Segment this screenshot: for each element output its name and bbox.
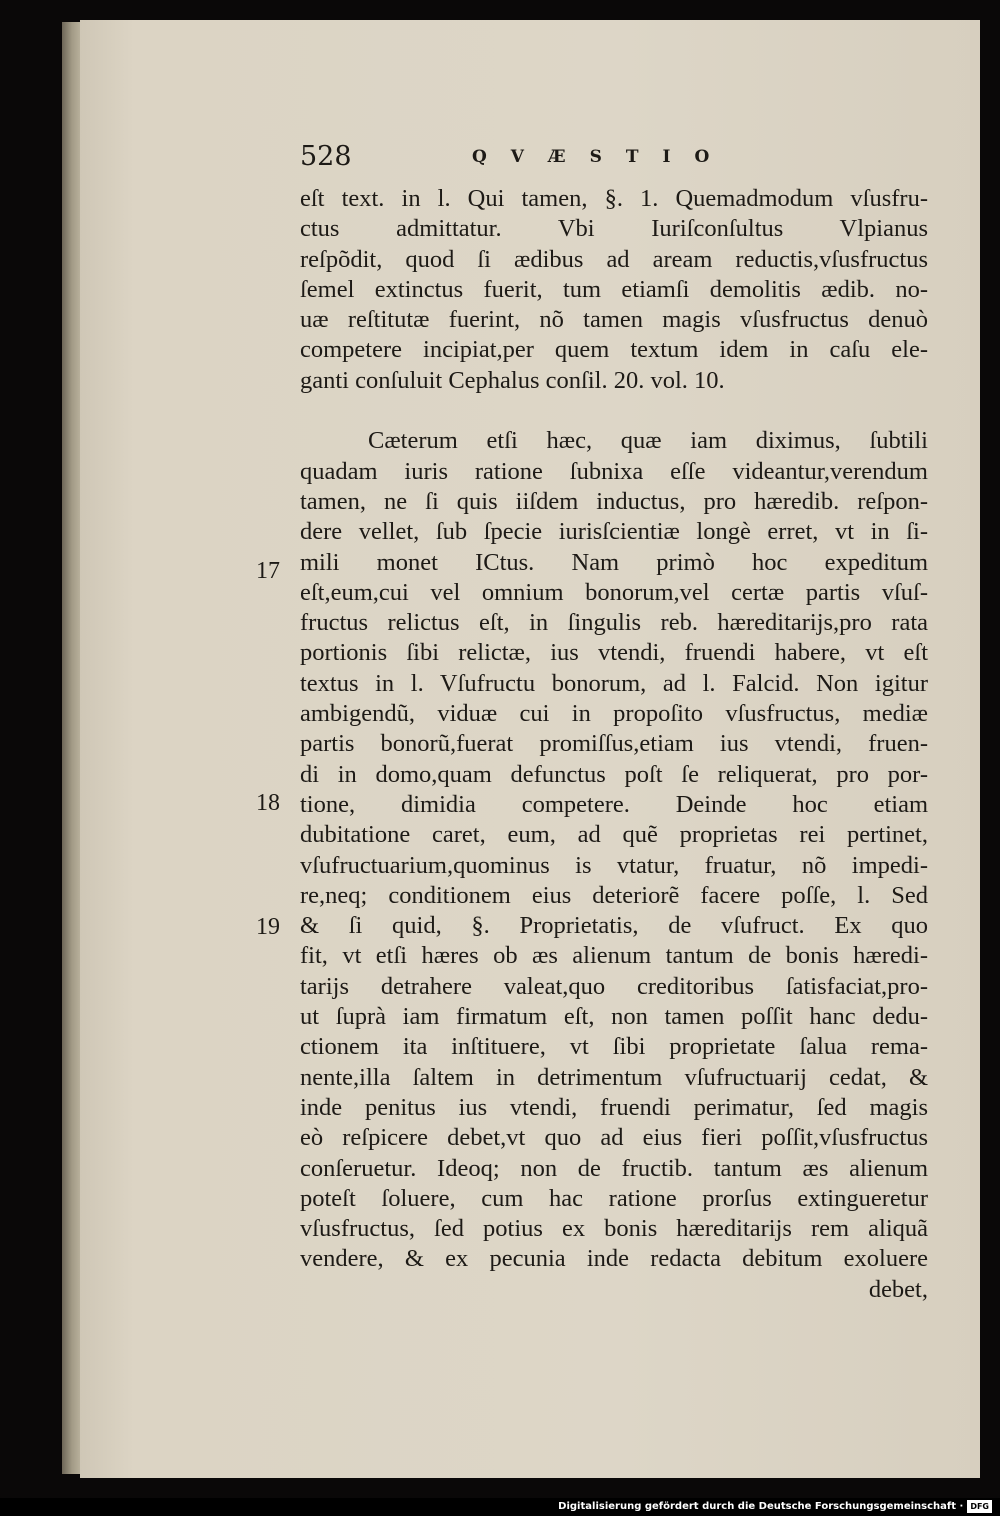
text-line: fit, vt etſi hæres ob æs alienum tantum de bonis hæredi- <box>300 942 928 970</box>
text-line: debet, <box>868 1275 928 1303</box>
text-line: poteſt ſoluere, cum hac ratione prorſus extingueretur <box>300 1184 928 1212</box>
text-line: vendere, & ex pecunia inde redacta debitum exoluere <box>300 1245 928 1273</box>
text-line: ut ſuprà iam firmatum eſt, non tamen poſſit hanc dedu- <box>300 1003 928 1031</box>
text-line: portionis ſibi relictæ, ius vtendi, fruendi habere, vt eſt <box>300 639 928 667</box>
text-line: dubitatione caret, eum, ad quẽ proprietas rei pertinet, <box>300 821 928 849</box>
text-line: reſpõdit, quod ſi ædibus ad aream reductis,vſusfructus <box>300 245 928 273</box>
text-line: inde penitus ius vtendi, fruendi perimatur, ſed magis <box>300 1093 928 1121</box>
text-line: tarijs detrahere valeat,quo creditoribus ſatisfaciat,pro- <box>300 972 928 1000</box>
page-number: 528 <box>300 141 352 172</box>
text-line: ganti conſuluit Cephalus conſil. 20. vol. 10. <box>300 366 725 394</box>
text-line: mili monet ICtus. Nam primò hoc expeditum <box>300 548 928 576</box>
text-line: competere incipiat,per quem textum idem in caſu ele- <box>300 336 928 364</box>
footer-credit <box>558 1498 992 1514</box>
text-line: eò reſpicere debet,vt quo ad eius fieri poſſit,vſusfructus <box>300 1124 928 1152</box>
paragraph-gap <box>300 396 928 426</box>
text-line: partis bonorũ,fuerat promiſſus,etiam ius vtendi, fruen- <box>300 730 928 758</box>
text-line: quadam iuris ratione ſubnixa eſſe videantur,verendum <box>300 457 928 485</box>
text-line: ctionem ita inſtituere, vt ſibi proprietate ſalua rema- <box>300 1033 928 1061</box>
text-line: fructus relictus eſt, in ſingulis reb. hæreditarijs,pro rata <box>300 609 928 637</box>
text-line: ctus admittatur. Vbi Iuriſconſultus Vlpianus <box>300 215 928 243</box>
text-line: ſemel extinctus fuerit, tum etiamſi demolitis ædib. no- <box>300 275 928 303</box>
text-line: Cæterum etſi hæc, quæ iam diximus, ſubtili <box>368 427 928 455</box>
text-line: tamen, ne ſi quis iiſdem inductus, pro hæredib. reſpon- <box>300 487 928 515</box>
text-line: textus in l. Vſufructu bonorum, ad l. Falcid. Non igitur <box>300 669 928 697</box>
text-line: dere vellet, ſub ſpecie iurisſcientiæ longè erret, vt in ſi- <box>300 518 928 546</box>
text-line: di in domo,quam defunctus poſt ſe reliquerat, pro por- <box>300 760 928 788</box>
dfg-logo: DFG <box>967 1500 992 1513</box>
text-line: nente,illa ſaltem in detrimentum vſufructuarij cedat, & <box>300 1063 928 1091</box>
text-line: tione, dimidia competere. Deinde hoc etiam <box>300 790 928 818</box>
text-line: eſt text. in l. Qui tamen, §. 1. Quemadmodum vſusfru- <box>300 185 928 212</box>
text-line: uæ reſtitutæ fuerint, nõ tamen magis vſusfructus denuò <box>300 306 928 334</box>
body-text <box>300 184 928 1305</box>
running-head: QVÆSTIO <box>472 147 734 167</box>
margin-number-19: 19 <box>256 914 280 940</box>
margin-number-18: 18 <box>256 790 280 816</box>
text-line: vſusfructus, ſed potius ex bonis hæreditarijs rem aliquã <box>300 1215 928 1243</box>
text-line: vſufructuarium,quominus is vtatur, fruatur, nõ impedi- <box>300 851 928 879</box>
text-line: re,neq; conditionem eius deteriorẽ facere poſſe, l. Sed <box>300 881 928 909</box>
page-header <box>300 140 940 174</box>
text-line: ambigendũ, viduæ cui in propoſito vſusfructus, mediæ <box>300 700 928 728</box>
margin-number-17: 17 <box>256 558 280 584</box>
text-line: & ſi quid, §. Proprietatis, de vſufruct. Ex quo <box>300 912 928 940</box>
footer-credit-text: Digitalisierung gefördert durch die Deutsche Forschungsgemeinschaft · <box>558 1500 964 1512</box>
text-line: eſt,eum,cui vel omnium bonorum,vel certæ partis vſuſ- <box>300 578 928 606</box>
text-line: conſeruetur. Ideoq; non de fructib. tantum æs alienum <box>300 1154 928 1182</box>
